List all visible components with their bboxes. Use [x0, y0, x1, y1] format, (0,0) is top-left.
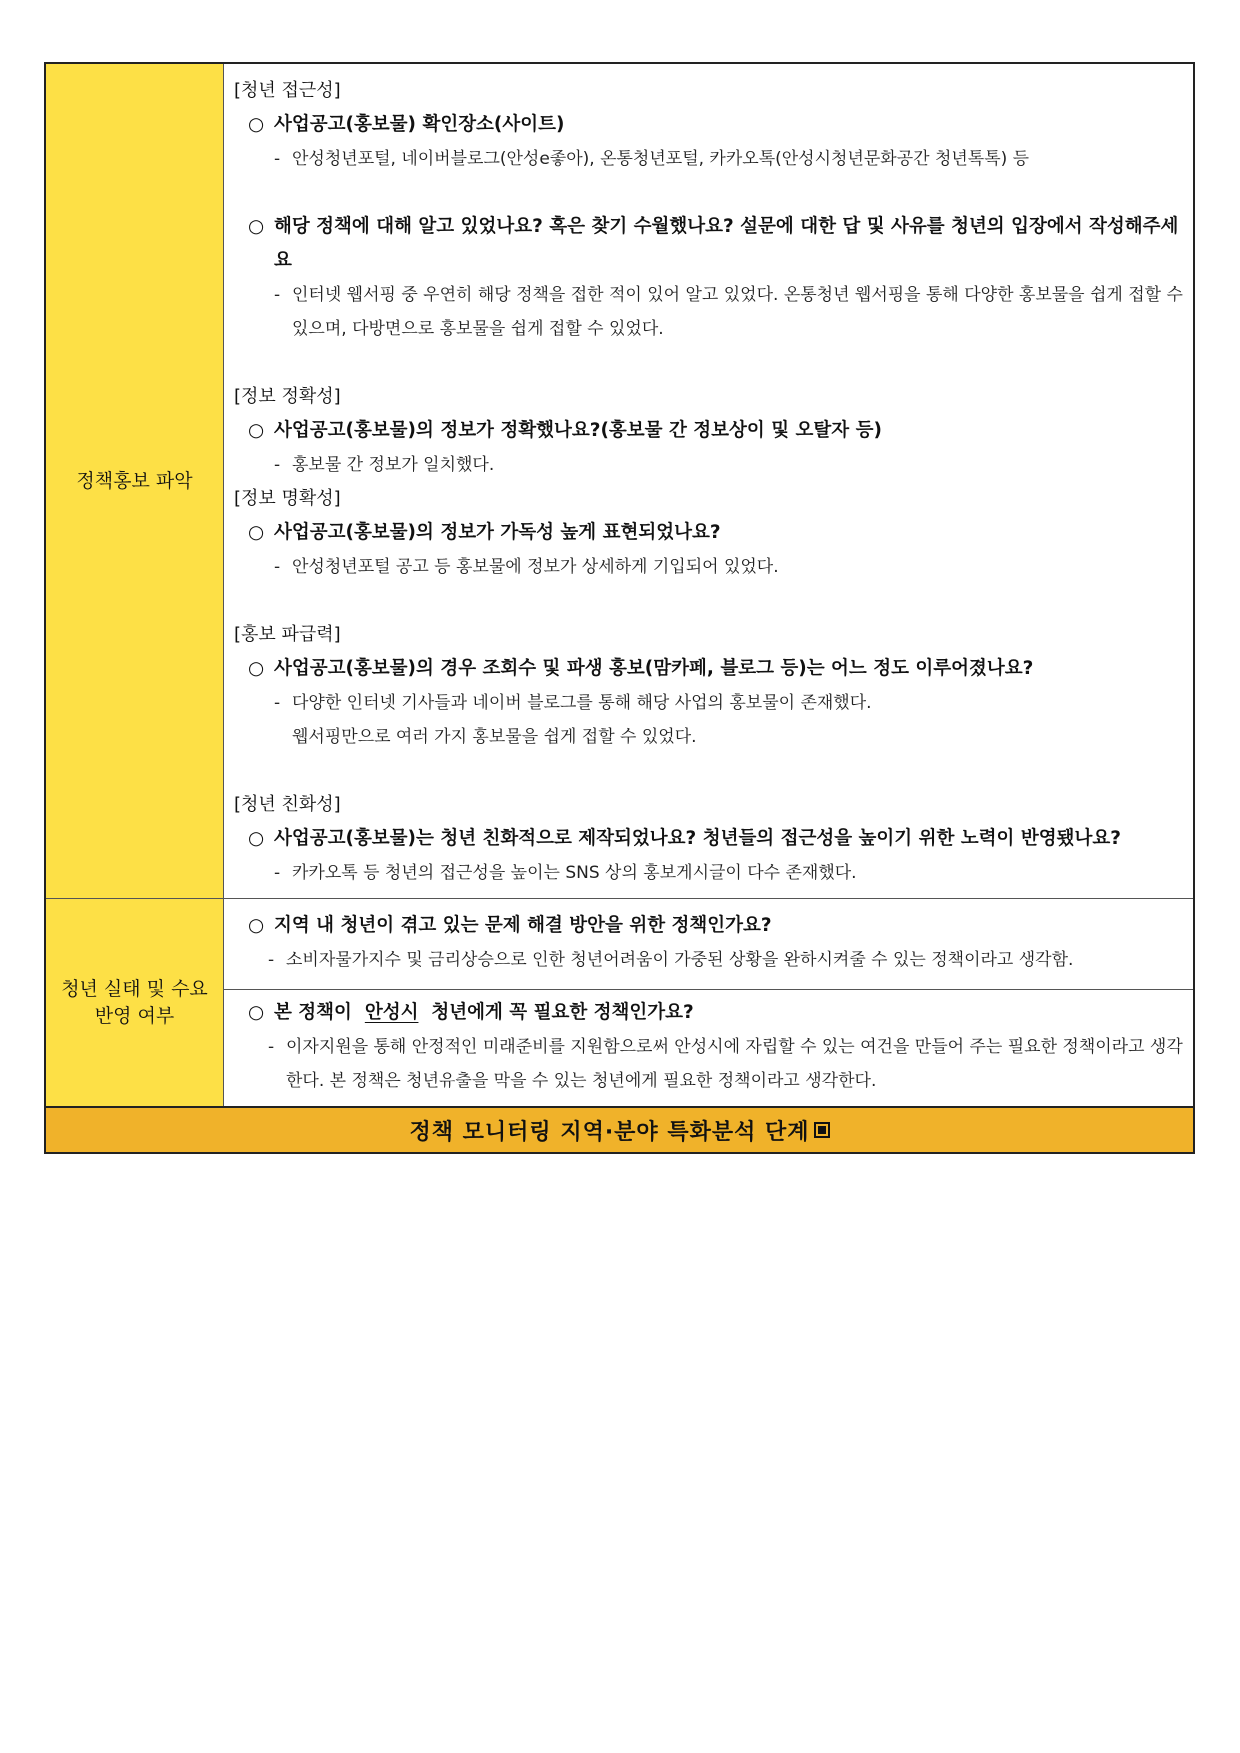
question: ○ 사업공고(홍보물)의 정보가 정확했나요?(홍보물 간 정보상이 및 오탈자 등) — [234, 414, 1183, 448]
dash-icon: - — [268, 1037, 275, 1057]
spacer — [234, 754, 1183, 788]
circle-bullet-icon: ○ — [248, 114, 265, 135]
row-label: 청년 실태 및 수요 반영 여부 — [46, 899, 224, 1106]
question: ○ 지역 내 청년이 겪고 있는 문제 해결 방안을 위한 정책인가요? — [234, 909, 1183, 943]
section-heading: [정보 명확성] — [234, 488, 341, 509]
answer: - 소비자물가지수 및 금리상승으로 인한 청년어려움이 가중된 상황을 완하시켜줄 수 있는 정책이라고 생각함. — [234, 943, 1183, 977]
answer: - 다양한 인터넷 기사들과 네이버 블로그를 통해 해당 사업의 홍보물이 존재했다. — [234, 686, 1183, 720]
spacer — [234, 176, 1183, 210]
question: ○ 사업공고(홍보물)는 청년 친화적으로 제작되었나요? 청년들의 접근성을 높이기 위한 노력이 반영됐나요? — [234, 822, 1183, 856]
spacer — [234, 346, 1183, 380]
row-policy-promotion — [46, 64, 1193, 899]
row-label: 정책홍보 파악 — [46, 64, 224, 898]
circle-bullet-icon: ○ — [248, 828, 265, 849]
circle-bullet-icon: ○ — [248, 658, 265, 679]
answer: - 이자지원을 통해 안정적인 미래준비를 지원함으로써 안성시에 자립할 수 있는 여건을 만들어 주는 필요한 정책이라고 생각한다. 본 정책은 청년유출을 막을 수 있는 청년에게 필요한 정책이라고 생각한다. — [234, 1030, 1183, 1098]
question: ○ 사업공고(홍보물)의 경우 조회수 및 파생 홍보(맘카페, 블로그 등)는 어느 정도 이루어졌나요? — [234, 652, 1183, 686]
answer: - 안성청년포털, 네이버블로그(안성e좋아), 온통청년포털, 카카오톡(안성시청년문화공간 청년톡톡) 등 — [234, 142, 1183, 176]
dash-icon: - — [274, 863, 281, 883]
section-heading: [홍보 파급력] — [234, 624, 341, 645]
footer-title-bar — [46, 1108, 1193, 1152]
sub-question-block — [224, 899, 1193, 990]
circle-bullet-icon: ○ — [248, 522, 265, 543]
dash-icon: - — [274, 285, 281, 305]
dash-icon: - — [274, 557, 281, 577]
answer: - 홍보물 간 정보가 일치했다. — [234, 448, 1183, 482]
dash-icon: - — [268, 950, 275, 970]
dash-icon: - — [274, 455, 281, 475]
spacer — [234, 584, 1183, 618]
answer: - 안성청년포털 공고 등 홍보물에 정보가 상세하게 기입되어 있었다. — [234, 550, 1183, 584]
question: ○ 해당 정책에 대해 알고 있었나요? 혹은 찾기 수월했나요? 설문에 대한 답 및 사유를 청년의 입장에서 작성해주세요 — [234, 210, 1183, 278]
row-content — [224, 64, 1193, 898]
section-heading: [청년 접근성] — [234, 80, 341, 101]
question: ○ 본 정책이 안성시 청년에게 꼭 필요한 정책인가요? — [234, 996, 1183, 1030]
section-heading: [정보 정확성] — [234, 386, 341, 407]
row-content — [224, 899, 1193, 1106]
circle-bullet-icon: ○ — [248, 1002, 265, 1023]
question: ○ 사업공고(홍보물)의 정보가 가독성 높게 표현되었나요? — [234, 516, 1183, 550]
circle-bullet-icon: ○ — [248, 420, 265, 441]
answer: - 카카오톡 등 청년의 접근성을 높이는 SNS 상의 홍보게시글이 다수 존재했다. — [234, 856, 1183, 890]
question: ○ 사업공고(홍보물) 확인장소(사이트) — [234, 108, 1183, 142]
footer-title: 정책 모니터링 지역·분야 특화분석 단계 — [409, 1119, 810, 1145]
sub-question-block — [224, 990, 1193, 1106]
dash-icon: - — [274, 149, 281, 169]
monitoring-table — [44, 62, 1195, 1154]
underlined-city: 안성시 — [364, 1002, 419, 1023]
circle-bullet-icon: ○ — [248, 915, 265, 936]
dash-icon: - — [274, 693, 281, 713]
square-marker-icon — [814, 1122, 830, 1138]
circle-bullet-icon: ○ — [248, 216, 265, 237]
answer: - 인터넷 웹서핑 중 우연히 해당 정책을 접한 적이 있어 알고 있었다. 온통청년 웹서핑을 통해 다양한 홍보물을 쉽게 접할 수 있으며, 다방면으로 홍보물을 쉽게 접할 수 있었다. — [234, 278, 1183, 346]
answer-continued: 웹서핑만으로 여러 가지 홍보물을 쉽게 접할 수 있었다. — [292, 727, 697, 747]
section-heading: [청년 친화성] — [234, 794, 341, 815]
row-youth-needs — [46, 899, 1193, 1108]
